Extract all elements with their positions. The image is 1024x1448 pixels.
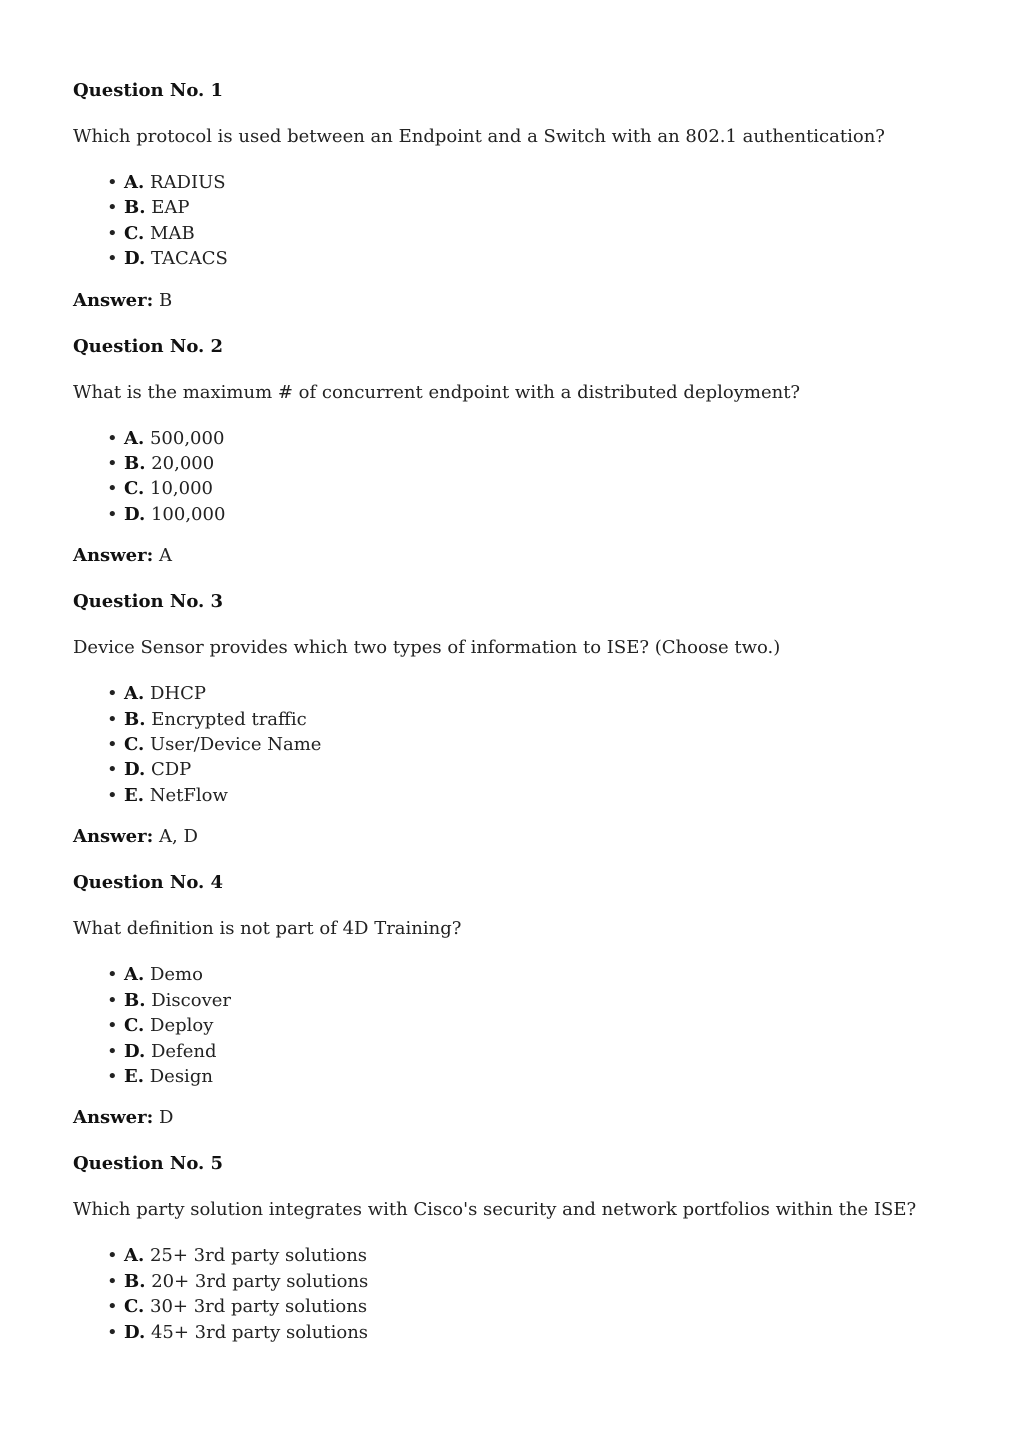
option-text: Encrypted traffic [151, 708, 307, 730]
option-letter: C. [124, 1015, 145, 1037]
option-item [107, 476, 973, 501]
option-item [107, 757, 973, 782]
question-title: Question No. 3 [73, 591, 224, 613]
option-letter: D. [124, 1040, 146, 1062]
option-item [107, 1013, 973, 1038]
question-2 [73, 334, 973, 570]
option-letter: B. [124, 708, 146, 730]
bullet-icon: • [107, 478, 118, 500]
option-text: Discover [151, 989, 231, 1011]
option-letter: C. [124, 222, 145, 244]
bullet-icon: • [107, 1040, 118, 1062]
option-item [107, 1039, 973, 1064]
option-letter: A. [124, 427, 145, 449]
option-letter: D. [124, 1321, 146, 1343]
option-item [107, 732, 973, 757]
question-text: What definition is not part of 4D Training? [73, 918, 462, 940]
option-letter: C. [124, 1296, 145, 1318]
answer-line [73, 288, 973, 314]
bullet-icon: • [107, 1065, 118, 1087]
option-item [107, 783, 973, 808]
bullet-icon: • [107, 683, 118, 705]
answer-label: Answer: [73, 826, 154, 848]
option-text: 10,000 [150, 478, 213, 500]
option-text: 20+ 3rd party solutions [151, 1270, 369, 1292]
option-letter: D. [124, 248, 146, 270]
question-title: Question No. 1 [73, 80, 224, 101]
question-4 [73, 870, 973, 1131]
option-text: Defend [150, 1040, 217, 1062]
bullet-icon: • [107, 222, 118, 244]
option-item [107, 1243, 973, 1268]
option-text: CDP [150, 759, 192, 781]
option-letter: D. [124, 759, 146, 781]
option-list [73, 1243, 973, 1345]
bullet-icon: • [107, 734, 118, 756]
option-text: Demo [149, 964, 203, 986]
answer-label: Answer: [73, 289, 154, 311]
bullet-icon: • [107, 708, 118, 730]
bullet-icon: • [107, 427, 118, 449]
option-list [73, 426, 973, 528]
option-letter: C. [124, 734, 145, 756]
bullet-icon: • [107, 759, 118, 781]
option-item [107, 1320, 973, 1345]
question-text: What is the maximum # of concurrent endpoint with a distributed deployment? [73, 381, 801, 403]
bullet-icon: • [107, 172, 118, 193]
option-text: 100,000 [150, 503, 226, 525]
bullet-icon: • [107, 784, 118, 806]
question-1 [73, 78, 973, 314]
bullet-icon: • [107, 964, 118, 986]
option-item [107, 195, 973, 220]
bullet-icon: • [107, 248, 118, 270]
option-item [107, 426, 973, 451]
answer-label: Answer: [73, 545, 154, 567]
option-letter: A. [124, 1245, 145, 1267]
option-text: 20,000 [151, 453, 215, 475]
answer-value: D [159, 1107, 174, 1129]
option-text: DHCP [149, 683, 206, 705]
answer-label: Answer: [73, 1107, 154, 1129]
option-item [107, 451, 973, 476]
option-letter: B. [124, 1270, 146, 1292]
option-text: EAP [151, 197, 190, 219]
option-letter: B. [124, 989, 146, 1011]
option-letter: D. [124, 503, 146, 525]
document-page [73, 78, 973, 1361]
option-item [107, 502, 973, 527]
option-letter: A. [124, 172, 145, 193]
option-letter: A. [124, 964, 145, 986]
option-item [107, 221, 973, 246]
bullet-icon: • [107, 989, 118, 1011]
answer-value: B [159, 289, 173, 311]
option-text: Design [149, 1065, 213, 1087]
option-text: User/Device Name [150, 734, 322, 756]
option-letter: A. [124, 683, 145, 705]
answer-value: A, D [159, 826, 198, 848]
option-text: NetFlow [149, 784, 228, 806]
answer-line [73, 543, 973, 569]
question-3 [73, 589, 973, 850]
option-item [107, 962, 973, 987]
option-text: RADIUS [149, 172, 226, 193]
option-letter: B. [124, 197, 146, 219]
option-text: 30+ 3rd party solutions [150, 1296, 368, 1318]
option-item [107, 988, 973, 1013]
option-item [107, 246, 973, 271]
option-text: 45+ 3rd party solutions [150, 1321, 369, 1343]
question-title: Question No. 4 [73, 872, 224, 894]
question-title: Question No. 5 [73, 1153, 224, 1175]
option-list [73, 962, 973, 1089]
bullet-icon: • [107, 1296, 118, 1318]
option-list [73, 681, 973, 808]
option-letter: B. [124, 453, 146, 475]
bullet-icon: • [107, 1270, 118, 1292]
option-list [73, 170, 973, 272]
bullet-icon: • [107, 1321, 118, 1343]
bullet-icon: • [107, 1015, 118, 1037]
option-item [107, 1269, 973, 1294]
question-text: Which protocol is used between an Endpoint and a Switch with an 802.1 authentication? [73, 126, 885, 147]
option-text: TACACS [150, 248, 228, 270]
question-5 [73, 1151, 973, 1345]
option-item [107, 170, 973, 195]
option-letter: E. [124, 1065, 144, 1087]
bullet-icon: • [107, 453, 118, 475]
option-letter: E. [124, 784, 144, 806]
option-text: MAB [150, 222, 195, 244]
answer-line [73, 824, 973, 850]
option-text: 25+ 3rd party solutions [149, 1245, 368, 1267]
question-text: Which party solution integrates with Cisco's security and network portfolios within the ISE? [73, 1199, 917, 1221]
answer-line [73, 1105, 973, 1131]
option-item [107, 707, 973, 732]
bullet-icon: • [107, 503, 118, 525]
option-item [107, 681, 973, 706]
question-text: Device Sensor provides which two types of information to ISE? (Choose two.) [73, 637, 781, 659]
bullet-icon: • [107, 1245, 118, 1267]
answer-value: A [159, 545, 172, 567]
question-title: Question No. 2 [73, 335, 224, 357]
option-letter: C. [124, 478, 145, 500]
option-text: Deploy [150, 1015, 214, 1037]
option-text: 500,000 [149, 427, 225, 449]
bullet-icon: • [107, 197, 118, 219]
option-item [107, 1064, 973, 1089]
option-item [107, 1294, 973, 1319]
